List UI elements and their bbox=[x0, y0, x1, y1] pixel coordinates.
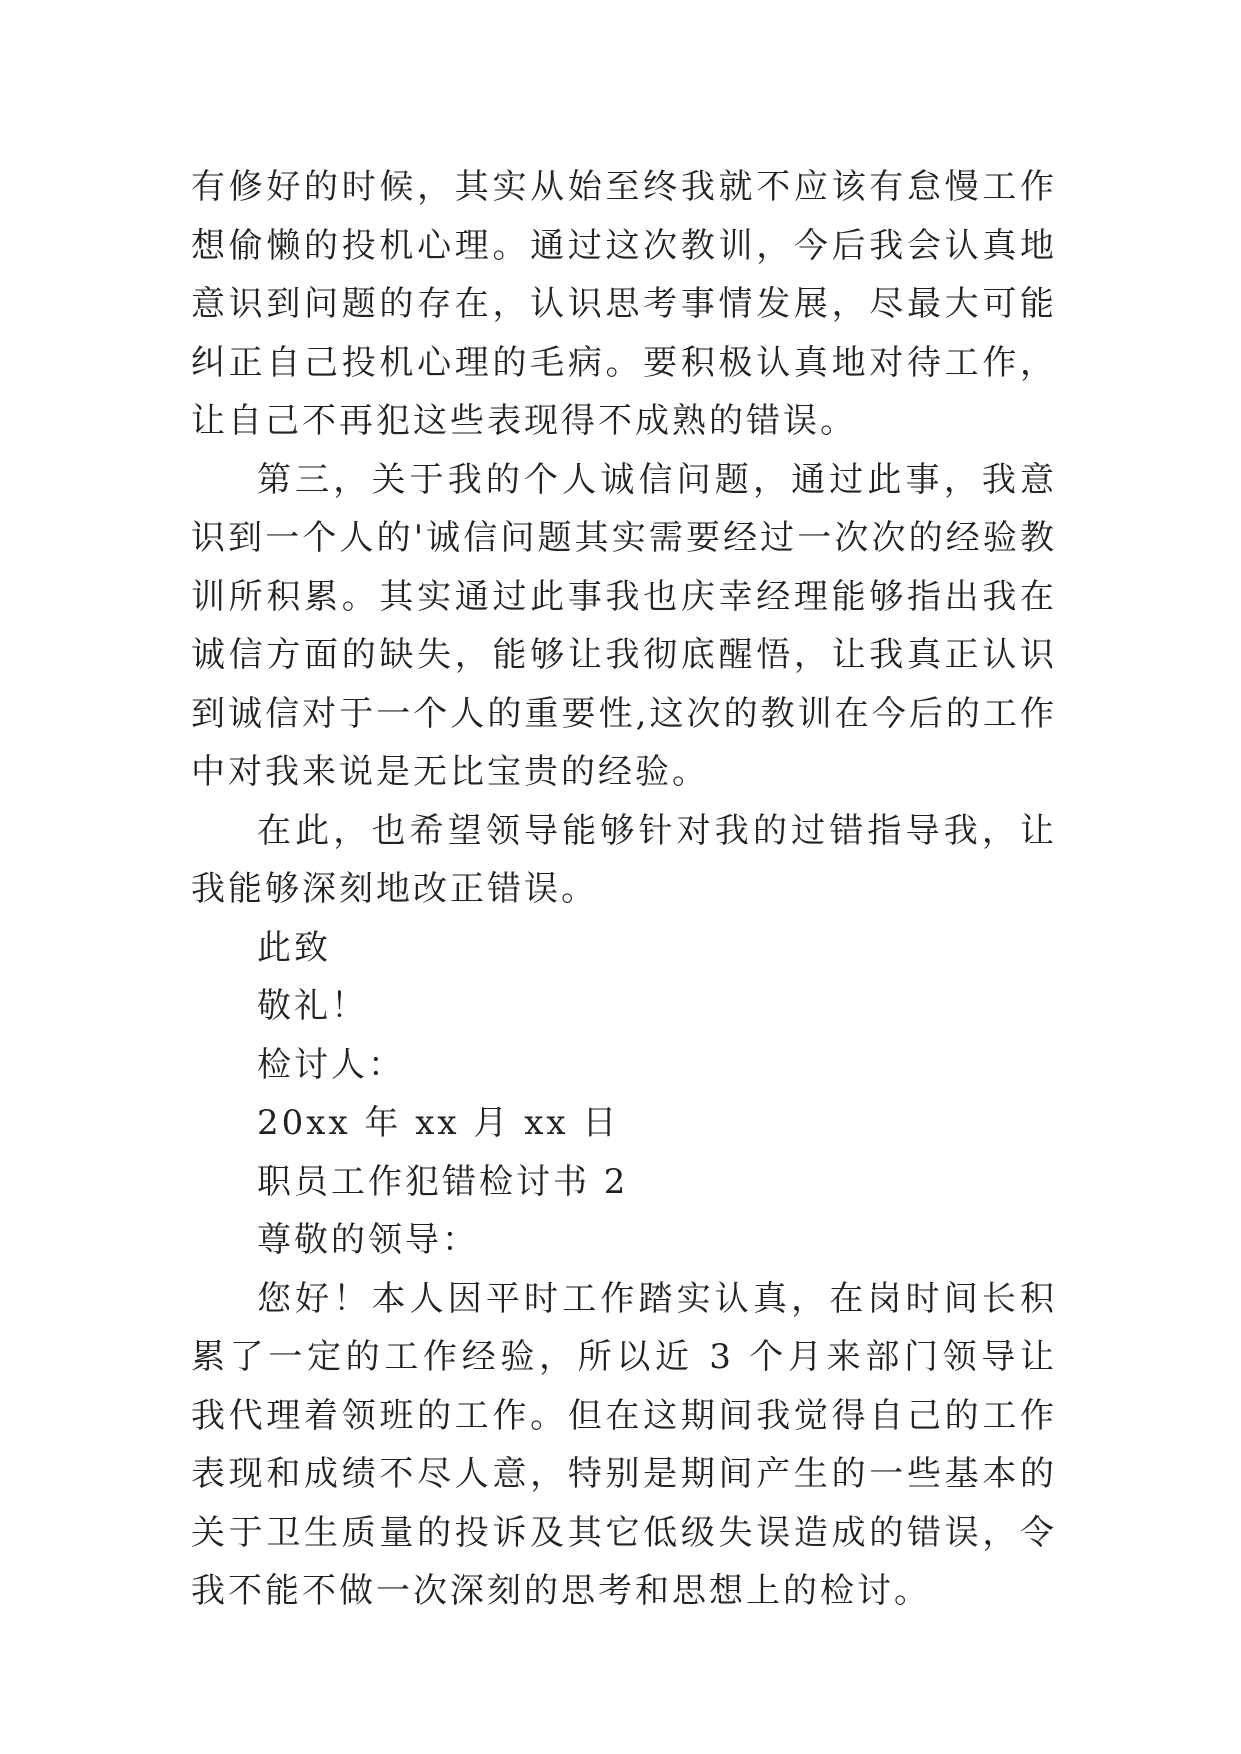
greeting: 尊敬的领导： bbox=[257, 1220, 479, 1260]
paragraph-request-guidance: 在此，也希望领导能够针对我的过错指导我，让我能够深刻地改正错误。 bbox=[191, 810, 1057, 909]
section-title: 职员工作犯错检讨书 2 bbox=[257, 1161, 629, 1202]
signature-label: 检讨人： bbox=[257, 1044, 405, 1085]
closing-regards: 敬礼！ bbox=[257, 986, 368, 1026]
paragraph-integrity: 第三，关于我的个人诚信问题，通过此事，我意识到一个人的'诚信问题其实需要经过一次次的经验教训所积累。其实通过此事我也庆幸经理能够指出我在诚信方面的缺失，能够让我彻底醒悟，让我真正认识到诚信对于一个人的重要性,这次的教训在今后的工作中对我来说是无比宝贵的经验。 bbox=[191, 459, 1057, 792]
paragraph-opening: 您好！本人因平时工作踏实认真，在岗时间长积累了一定的工作经验，所以近 3 个月来部门领导让我代理着领班的工作。但在这期间我觉得自己的工作表现和成绩不尽人意，特别是期间产生的一些基本的关于卫生质量的投诉及其它低级失误造成的错误，令我不能不做一次深刻的思考和思想上的检讨。 bbox=[191, 1278, 1057, 1611]
date-line: 20xx 年 xx 月 xx 日 bbox=[257, 1103, 620, 1143]
closing-salutation: 此致 bbox=[257, 927, 331, 968]
document-body bbox=[191, 158, 1057, 1621]
paragraph-continuation: 有修好的时候，其实从始至终我就不应该有怠慢工作想偷懒的投机心理。通过这次教训，今后我会认真地意识到问题的存在，认识思考事情发展，尽最大可能纠正自己投机心理的毛病。要积极认真地对待工作，让自己不再犯这些表现得不成熟的错误。 bbox=[191, 167, 1057, 441]
